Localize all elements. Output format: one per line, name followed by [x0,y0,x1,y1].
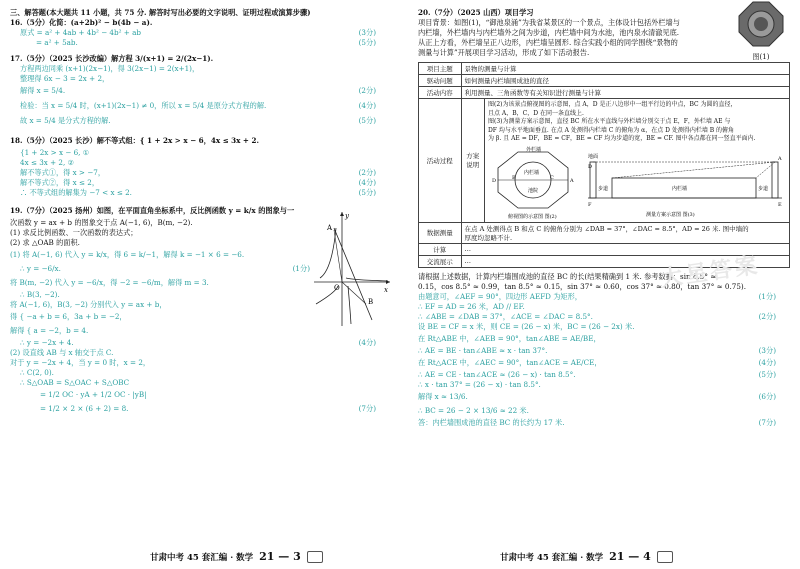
q17-step5: 故 x = 5/4 是分式方程的解. [20,116,111,125]
score: (4分) [358,101,376,110]
page-number: 21 — 4 [609,550,651,563]
q19-step7: 解得 { a = −2，b = 4. [10,326,89,335]
row-label: 交流展示 [419,255,462,267]
q20-step4: 设 BE = CF = x 米，则 CE = (26 − x) 米，BC = (26 − 2x) 米. [418,321,635,331]
q20-step6: ∴ AE = BE · tan∠ABE ≈ x · tan 37°. [418,345,548,355]
score: (4分) [758,357,776,367]
q17-step4: 检验：当 x = 5/4 时，(x+1)(2x−1) ≠ 0，所以 x = 5/4 是原分式方程的解. [20,101,267,110]
q20-step12: 答：内栏墙围成池的直径 BC 的长约为 17 米. [418,417,565,427]
q20-question-1: 请根据上述数据，计算内栏墙围成池的直径 BC 的长(结果精确到 1 米. 参考数据：sin 8.5° ≈ [418,271,717,281]
q20-intro-4: 测量与计算”开展项目学习活动，形成了如下活动报告. [418,48,590,57]
q19-step6: 得 { −a + b = 6，3a + b = −2， [10,312,127,321]
q19-part2: (2) 求 △OAB 的面积. [10,238,80,247]
walkway-label-left: 步道 [598,185,609,192]
q19-step2: ∴ y = −6/x. [20,264,61,273]
walkway-label-right: 步道 [758,185,769,192]
svg-text:C: C [550,174,554,181]
row-label: 驱动问题 [419,75,462,87]
plan-desc-3: 图(3)为测量方案示意图，直径 BC 所在水平直线与外栏墙分别交于点 E，F，外栏墙 AE 与 [488,118,731,125]
measure-data-1: 在点 A 处测得点 B 和点 C 的俯角分别为 ∠DAB = 37°，∠DAC = 8.5°，AD = 26 米. 图中墙的 [464,224,749,233]
svg-text:D: D [588,163,593,170]
graph-label-x: x [384,286,388,294]
q18 [10,134,390,198]
q20-step9: ∴ x · tan 37° = (26 − x) · tan 8.5°. [418,379,541,389]
q19-step4: ∴ B(3, −2). [20,290,60,299]
row-value: … [461,255,789,267]
q16-step2: = a² + 5ab. [36,38,78,47]
left-footer [150,550,323,563]
figure-2-diagram [488,146,580,220]
page-number: 21 — 3 [259,550,301,563]
q18-title: 18.（5分）（2025 长沙）解不等式组：{ 1 + 2x > x − 6，4x ≤ 3x + 2. [10,136,259,145]
score: (5分) [758,369,776,379]
q19-step3: 将 B(m, −2) 代入 y = −6/x，得 −2 = −6/m，解得 m = 3. [10,278,209,287]
row-value: … [461,243,789,255]
q20-step1: 由题意可，∠AEF = 90°，四边形 AEFD 为矩形， [418,291,582,301]
figure-2-caption: 俯视图的示意图 图(2) [508,213,557,220]
row-value: 景物的测量与计算 [461,63,789,75]
q19-step11: ∴ C(2, 0). [20,368,54,377]
score: (2分) [358,86,376,95]
q19-graph [310,208,392,328]
plan-label: 方案说明 [461,99,484,223]
q18-step3: 解不等式①，得 x > −7， [20,168,106,177]
ground-label: 地面 [588,153,599,160]
graph-label-y: y [345,212,349,220]
score: (5分) [358,188,376,197]
score: (1分) [758,291,776,301]
q19-step10: 对于 y = −2x + 4，当 y = 0 时，x = 2， [10,358,151,367]
q18-step5: ∴ 不等式组的解集为 −7 < x ≤ 2. [20,188,132,197]
figure-1-caption: 图(1) [752,53,770,61]
svg-text:F: F [588,201,592,208]
section-title: 三、解答题(本大题共 11 小题，共 75 分. 解答时写出必要的文字说明、证明过程或演算步骤) [10,8,311,17]
q19-step8: ∴ y = −2x + 4. [20,338,74,347]
row-label: 数据测量 [419,222,462,243]
graph-label-a: A [327,224,333,232]
right-page [400,0,800,569]
right-footer [500,550,673,563]
score: (3分) [358,28,376,37]
plan-desc-4: DF 均与水平地面垂直. 在点 A 处测得内栏墙 C 的俯角为 α，在点 D 处测得内栏墙 B 的俯角 [488,126,735,134]
figure-3-caption: 测量方案示意图 图(3) [646,211,695,218]
q19-title: 19.（7分）（2025 扬州）如图，在平面直角坐标系中，反比例函数 y = k/x 的图象与一 [10,206,295,215]
graph-label-b: B [368,298,374,306]
q20-step3: ∴ ∠ABE = ∠DAB = 37°，∠ACE = ∠DAC = 8.5°. [418,311,593,321]
row-label: 计算 [419,243,462,255]
score: (5分) [358,38,376,47]
footer-title: 甘肃中考 45 套汇编 · 数学 [150,552,254,563]
score: (7分) [758,417,776,427]
plan-desc-2: 且点 A，B，C，D 在同一条直线上. [488,109,584,117]
q20-intro-3: 从正上方看，外栏墙呈正八边形，内栏墙呈圆形. 综合实践小组的同学围绕“景物的 [418,38,678,47]
row-label: 项目主题 [419,63,462,75]
graph-label-o: O [334,284,340,292]
q20-step8: ∴ AE = CE · tan∠ACE ≈ (26 − x) · tan 8.5°. [418,369,576,379]
inner-wall-label: 内栏墙 [524,169,540,176]
q17-step3: 解得 x = 5/4. [20,86,66,95]
row-label: 活动内容 [419,87,462,99]
q19-step5: 将 A(−1, 6)，B(3, −2) 分别代入 y = ax + b， [10,300,167,309]
q19-step9: (2) 设直线 AB 与 x 轴交于点 C. [10,348,114,357]
svg-text:A: A [570,177,574,184]
svg-text:E: E [778,201,782,208]
score: (2分) [358,168,376,177]
q20-step7: 在 Rt△ACE 中，∠AEC = 90°，tan∠ACE = AE/CE， [418,357,602,367]
q18-step1: {1 + 2x > x − 6, ① [20,148,90,157]
plan-desc-1: 图(2)为该景点俯视图的示意图，点 A，D 是正八边形中一组平行边的中点，BC 为圆的直径， [488,101,737,108]
q20-step10: 解得 x ≈ 13/6. [418,391,468,401]
q19-step13: = 1/2 OC · yA + 1/2 OC · |yB| [40,390,147,399]
q18-step2: 4x ≤ 3x + 2, ② [20,158,75,167]
pool-label: 池院 [528,187,539,194]
svg-text:A: A [778,155,782,162]
q19-step12: ∴ S△OAB = S△OAC + S△OBC [20,378,130,387]
q20-title: 20.（7分）（2025 山西）项目学习 [418,8,534,17]
footer-title: 甘肃中考 45 套汇编 · 数学 [500,552,604,563]
q19-step1: (1) 将 A(−1, 6) 代入 y = k/x，得 6 = k/−1，解得 k = −1 × 6 = −6. [10,250,245,259]
watermark: 大星答案 [658,252,762,292]
q16-step1: 原式 = a² + 4ab + 4b² − 4b² + ab [20,28,141,37]
q19-part1: (1) 求反比例函数、一次函数的表达式； [10,228,138,237]
score: (7分) [358,404,376,413]
score: (3分) [758,345,776,355]
svg-text:B: B [512,174,516,181]
figure-1 [736,0,786,62]
q16 [10,18,390,48]
score: (4分) [358,178,376,187]
score: (5分) [358,116,376,125]
inner-wall-label-2: 内栏墙 [672,185,688,192]
outer-wall-label: 外栏墙 [526,146,542,153]
q17-title: 17.（5分）（2025 长沙改编）解方程 3/(x+1) = 2/(2x−1). [10,54,214,63]
q19-title-cont: 次函数 y = ax + b 的图象交于点 A(−1, 6)，B(m, −2). [10,218,193,227]
q20-intro-1: 项目背景：如图(1)，“御池泉涌”为我省某景区的一个景点，主体设计包括外栏墙与 [418,18,680,27]
svg-text:D: D [492,177,497,184]
q17-step2: 整理得 6x − 3 = 2x + 2， [20,74,110,83]
q20-step2: ∴ EF = AD = 26 米，AD // EF. [418,301,525,311]
activity-report-table [418,62,790,268]
row-value: 利用测量、三角函数等有关知识进行测量与计算 [461,87,789,99]
score: (1分) [292,264,310,273]
score: (6分) [758,391,776,401]
q20-step5: 在 Rt△ABE 中，∠AEB = 90°，tan∠ABE = AE/BE， [418,333,601,343]
q19 [10,204,390,416]
q16-title: 16.（5分）化简：(a+2b)² − b(4b − a). [10,18,153,27]
octagon-photo-icon [737,0,785,48]
q20-answer [418,272,790,428]
plan-desc-5: 为 β. 且 AE = DF，BE = CF，BE = CF 均为步道的宽，BE = CF. 图中各点都在同一竖直平面内. [488,135,756,142]
q17 [10,54,390,128]
score: (2分) [758,311,776,321]
row-value: 如何测量内栏墙围成池的直径 [461,75,789,87]
q20-intro-2: 内栏墙，外栏墙内与内栏墙外之间为步道，内栏墙中间为水池，池内泉水清澈见底. [418,28,680,37]
q20-question-2: 0.15，cos 8.5° ≈ 0.99，tan 8.5° ≈ 0.15，sin 37° ≈ 0.60，cos 37° ≈ 0.80，tan 37° ≈ 0.75). [418,281,747,291]
seal-icon [307,551,323,563]
q20-step11: ∴ BC = 26 − 2 × 13/6 ≈ 22 米. [418,405,529,415]
q19-step14: = 1/2 × 2 × (6 + 2) = 8. [40,404,129,413]
measure-data-2: 厚度均忽略不计. [464,233,513,242]
score: (4分) [358,338,376,347]
row-label: 活动过程 [419,99,462,223]
seal-icon [657,551,673,563]
figure-3-diagram [586,146,786,220]
q17-step1: 方程两边同乘 (x+1)(2x−1)，得 3(2x−1) = 2(x+1)， [20,64,200,73]
q18-step4: 解不等式②，得 x ≤ 2， [20,178,100,187]
